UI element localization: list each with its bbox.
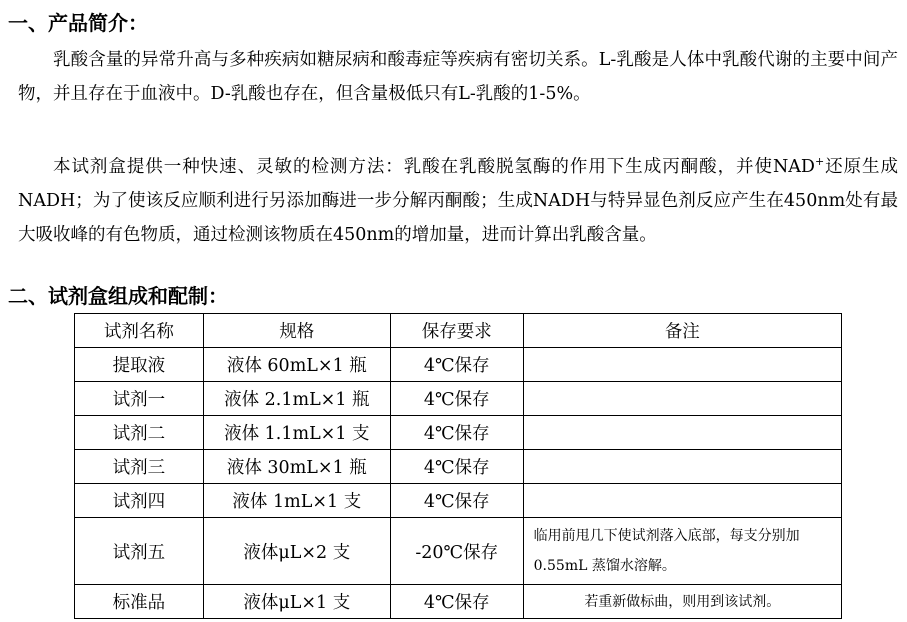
cell-note — [523, 382, 841, 416]
cell-storage: 4℃保存 — [390, 484, 523, 518]
header-reagent-name: 试剂名称 — [75, 314, 204, 348]
intro-paragraph-2-text-b: 还原生成NADH；为了使该反应顺利进行另添加酶进一步分解丙酮酸；生成NADH与特异显色剂反应产生在450nm处有最大吸收峰的有色物质，通过检测该物质在450nm的增加量，进而计算出乳酸含量。 — [18, 156, 898, 245]
intro-paragraph-2 — [18, 145, 898, 252]
cell-note — [523, 484, 841, 518]
cell-spec: 液体μL×1 支 — [203, 585, 390, 619]
table-header-row — [75, 314, 842, 348]
cell-spec: 液体 1mL×1 支 — [203, 484, 390, 518]
table-row — [75, 382, 842, 416]
cell-note — [523, 450, 841, 484]
header-note: 备注 — [523, 314, 841, 348]
cell-name: 试剂五 — [75, 518, 204, 585]
table-row — [75, 518, 842, 585]
cell-storage: -20℃保存 — [390, 518, 523, 585]
cell-spec: 液体 30mL×1 瓶 — [203, 450, 390, 484]
cell-name: 提取液 — [75, 348, 204, 382]
cell-spec: 液体μL×2 支 — [203, 518, 390, 585]
table-row — [75, 450, 842, 484]
cell-name: 试剂二 — [75, 416, 204, 450]
header-spec: 规格 — [203, 314, 390, 348]
cell-name: 标准品 — [75, 585, 204, 619]
superscript-plus: + — [814, 155, 825, 168]
cell-name: 试剂三 — [75, 450, 204, 484]
cell-storage: 4℃保存 — [390, 450, 523, 484]
kit-components-table — [74, 313, 842, 619]
cell-note — [523, 348, 841, 382]
cell-storage: 4℃保存 — [390, 348, 523, 382]
table-row — [75, 416, 842, 450]
cell-note: 临用前甩几下使试剂落入底部，每支分别加 0.55mL 蒸馏水溶解。 — [523, 518, 841, 585]
section-heading-intro: 一、产品简介： — [8, 11, 148, 35]
table-row — [75, 348, 842, 382]
cell-storage: 4℃保存 — [390, 382, 523, 416]
cell-spec: 液体 2.1mL×1 瓶 — [203, 382, 390, 416]
table-row — [75, 484, 842, 518]
cell-spec: 液体 60mL×1 瓶 — [203, 348, 390, 382]
table-row — [75, 585, 842, 619]
cell-name: 试剂四 — [75, 484, 204, 518]
cell-name: 试剂一 — [75, 382, 204, 416]
intro-paragraph-1-text: 乳酸含量的异常升高与多种疾病如糖尿病和酸毒症等疾病有密切关系。L-乳酸是人体中乳酸代谢的主要中间产物，并且存在于血液中。D-乳酸也存在，但含量极低只有L-乳酸的1-5%。 — [18, 50, 898, 104]
section-heading-kit: 二、试剂盒组成和配制： — [8, 284, 228, 308]
intro-paragraph-1 — [18, 43, 898, 111]
cell-storage: 4℃保存 — [390, 416, 523, 450]
header-storage: 保存要求 — [390, 314, 523, 348]
cell-note: 若重新做标曲，则用到该试剂。 — [523, 585, 841, 619]
intro-paragraph-2-text-a: 本试剂盒提供一种快速、灵敏的检测方法：乳酸在乳酸脱氢酶的作用下生成丙酮酸，并使NAD — [53, 156, 815, 177]
cell-note — [523, 416, 841, 450]
cell-storage: 4℃保存 — [390, 585, 523, 619]
cell-spec: 液体 1.1mL×1 支 — [203, 416, 390, 450]
